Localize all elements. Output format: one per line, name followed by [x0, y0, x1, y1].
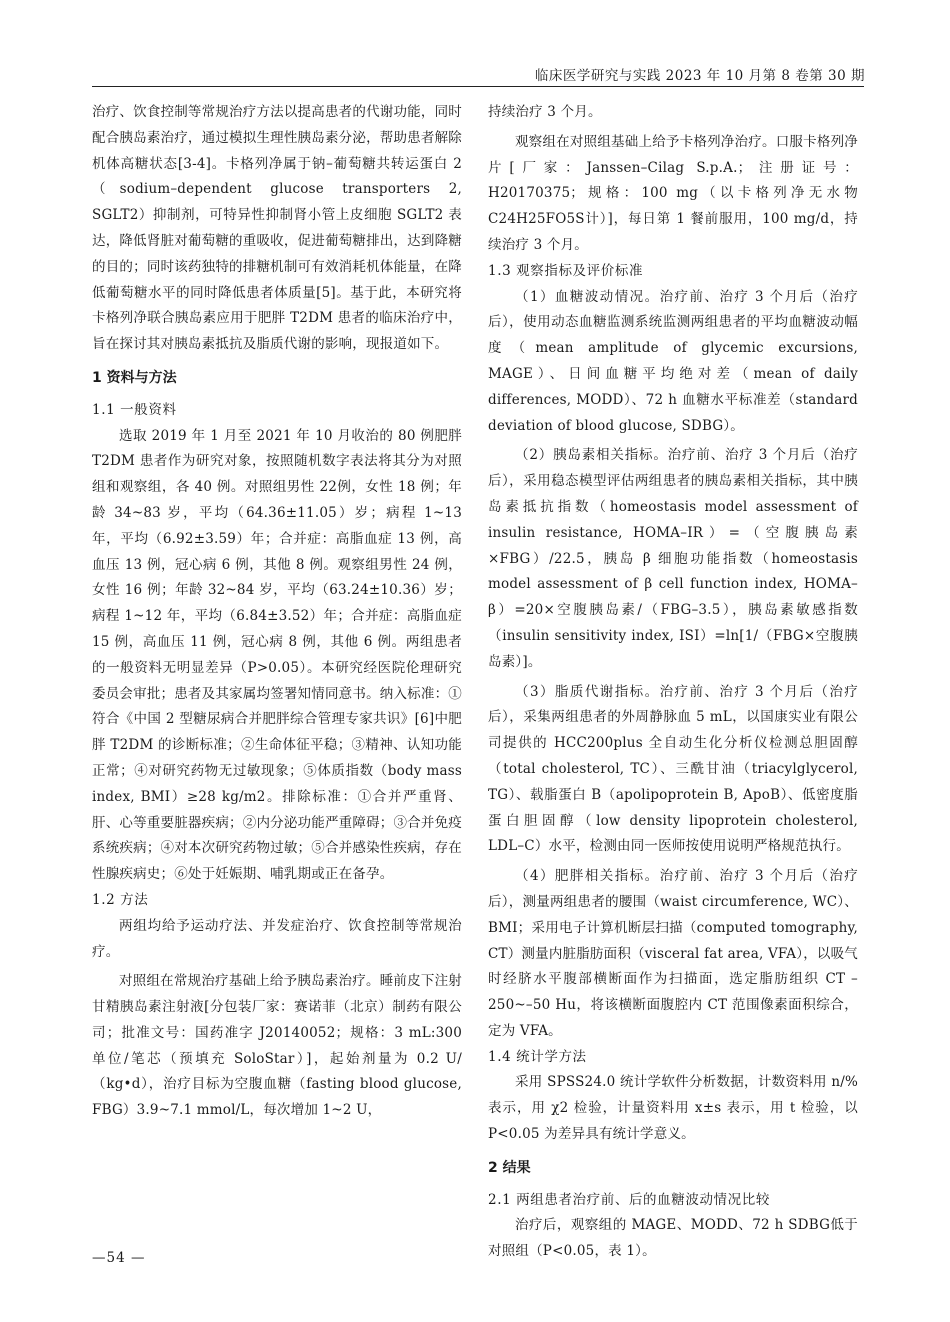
subsection-heading-general: 1.1 一般资料 [92, 401, 177, 418]
subsection-heading-statistics: 1.4 统计学方法 [488, 1048, 587, 1065]
header-rule [92, 86, 864, 87]
right-column [488, 100, 858, 1265]
paragraph-obesity-indicators: （4）肥胖相关指标。治疗前、治疗 3 个月后（治疗后），测量两组患者的腰围（waist circumference, WC）、BMI；采用电子计算机断层扫描（computed tomography, CT）测量内脏脂肪面积（visceral fat area, VFA），以吸气时经脐水平腹部横断面作为扫描面，选定脂肪组织 CT –250~–50 Hu，将该横断面腹腔内 CT 范围像素面积综合，定为 VFA。 [488, 868, 858, 1039]
subsection-heading-result-1: 2.1 两组患者治疗前、后的血糖波动情况比较 [488, 1191, 770, 1208]
paragraph-insulin-indicators: （2）胰岛素相关指标。治疗前、治疗 3 个月后（治疗后），采用稳态模型评估两组患者的胰岛素相关指标，其中胰岛素抵抗指数（homeostasis model assessment of insulin resistance, HOMA–IR）=（空腹胰岛素×FBG）/22.5，胰岛 β 细胞功能指数（homeostasis model assessment of β cell function index, HOMA–β）=20×空腹胰岛素/（FBG–3.5），胰岛素敏感指数（insulin sensitivity index, ISI）=ln[1/（FBG×空腹胰岛素）]。 [488, 447, 858, 670]
page-number: —54 — [92, 1250, 146, 1266]
paragraph-result-1: 治疗后，观察组的 MAGE、MODD、72 h SDBG低于对照组（P<0.05，表 1）。 [488, 1217, 858, 1260]
paragraph-statistics: 采用 SPSS24.0 统计学软件分析数据，计数资料用 n/% 表示，用 χ2 检验，计量资料用 x±s 表示，用 t 检验，以 P<0.05 为差异具有统计学意义。 [488, 1074, 858, 1143]
section-heading-methods: 1 资料与方法 [92, 369, 177, 386]
subsection-heading-observation: 1.3 观察指标及评价标准 [488, 262, 644, 279]
paragraph-glucose-fluctuation: （1）血糖波动情况。治疗前、治疗 3 个月后（治疗后），使用动态血糖监测系统监测两组患者的平均血糖波动幅度（mean amplitude of glycemic excursions, MAGE）、日间血糖平均绝对差（mean of daily differences, MODD）、72 h 血糖水平标准差（standard deviation of blood glucose, SDBG）。 [488, 288, 858, 434]
paragraph-general-data: 选取 2019 年 1 月至 2021 年 10 月收治的 80 例肥胖 T2DM 患者作为研究对象，按照随机数字表法将其分为对照组和观察组，各 40 例。对照组男性 22例，女性 18 例；年龄 34~83 岁，平均（64.36±11.05）岁；病程 1~13 年，平均（6.92±3.59）年；合并症：高脂血症 13 例，高血压 13 例，冠心病 6 例，其他 8 例。观察组男性 24 例，女性 16 例；年龄 32~84 岁，平均（63.24±10.36）岁；病程 1~12 年，平均（6.84±3.52）年；合并症：高脂血症 15 例，高血压 11 例，冠心病 8 例，其他 6 例。两组患者的一般资料无明显差异（P>0.05）。本研究经医院伦理研究委员会审批；患者及其家属均签署知情同意书。纳入标准：①符合《中国 2 型糖尿病合并肥胖综合管理专家共识》[6]中肥胖 T2DM 的诊断标准；②生命体征平稳；③精神、认知功能正常；④对研究药物无过敏现象；⑤体质指数（body mass index, BMI）≥28 kg/m2。排除标准：①合并严重肾、肝、心等重要脏器疾病；②内分泌功能严重障碍；③合并免疫系统疾病；④对本次研究药物过敏；⑤合并感染性疾病，存在性腺疾病史；⑥处于妊娠期、哺乳期或正在备孕。 [92, 427, 462, 883]
subsection-heading-method: 1.2 方法 [92, 891, 149, 908]
paragraph-control-group: 对照组在常规治疗基础上给予胰岛素治疗。睡前皮下注射甘精胰岛素注射液[分包装厂家：赛诺菲（北京）制药有限公司；批准文号：国药准字 J20140052；规格：3 mL:300 单位/笔芯（预填充 SoloStar）]，起始剂量为 0.2 U/（kg•d），治疗目标为空腹血糖（fasting blood glucose, FBG）3.9~7.1 mmol/L，每次增加 1~2 U， [92, 973, 462, 1119]
left-column [92, 100, 462, 1124]
section-heading-results: 2 结果 [488, 1159, 531, 1176]
paragraph-intro-continued: 治疗、饮食控制等常规治疗方法以提高患者的代谢功能，同时配合胰岛素治疗，通过模拟生理性胰岛素分泌，帮助患者解除机体高糖状态[3-4]。卡格列净属于钠–葡萄糖共转运蛋白 2（sodium–dependent glucose transporters 2, SGLT2）抑制剂，可特异性抑制肾小管上皮细胞 SGLT2 表达，降低肾脏对葡萄糖的重吸收，促进葡萄糖排出，达到降糖的目的；同时该药独特的排糖机制可有效消耗机体能量，在降低葡萄糖水平的同时降低患者体质量[5]。基于此，本研究将卡格列净联合胰岛素应用于肥胖 T2DM 患者的临床治疗中，旨在探讨其对胰岛素抵抗及脂质代谢的影响，现报道如下。 [92, 104, 462, 353]
paragraph-routine-treatment: 两组均给予运动疗法、并发症治疗、饮食控制等常规治疗。 [92, 917, 462, 960]
paragraph-observation-group: 观察组在对照组基础上给予卡格列净治疗。口服卡格列净片[厂家：Janssen–Cilag S.p.A.；注册证号：H20170375；规格：100 mg（以卡格列净无水物C24H25FO5S计）]，每日第 1 餐前服用，100 mg/d，持续治疗 3 个月。 [488, 133, 858, 253]
paragraph-continue-treatment: 持续治疗 3 个月。 [488, 104, 602, 120]
journal-header: 临床医学研究与实践 2023 年 10 月第 8 卷第 30 期 [534, 68, 865, 84]
paragraph-lipid-metabolism: （3）脂质代谢指标。治疗前、治疗 3 个月后（治疗后），采集两组患者的外周静脉血 5 mL，以国康实业有限公司提供的 HCC200plus 全自动生化分析仪检测总胆固醇（total cholesterol, TC）、三酰甘油（triacylglycerol, TG）、载脂蛋白 B（apolipoprotein B, ApoB）、低密度脂蛋白胆固醇（low density lipoprotein cholesterol, LDL–C）水平，检测由同一医师按使用说明严格规范执行。 [488, 683, 858, 855]
